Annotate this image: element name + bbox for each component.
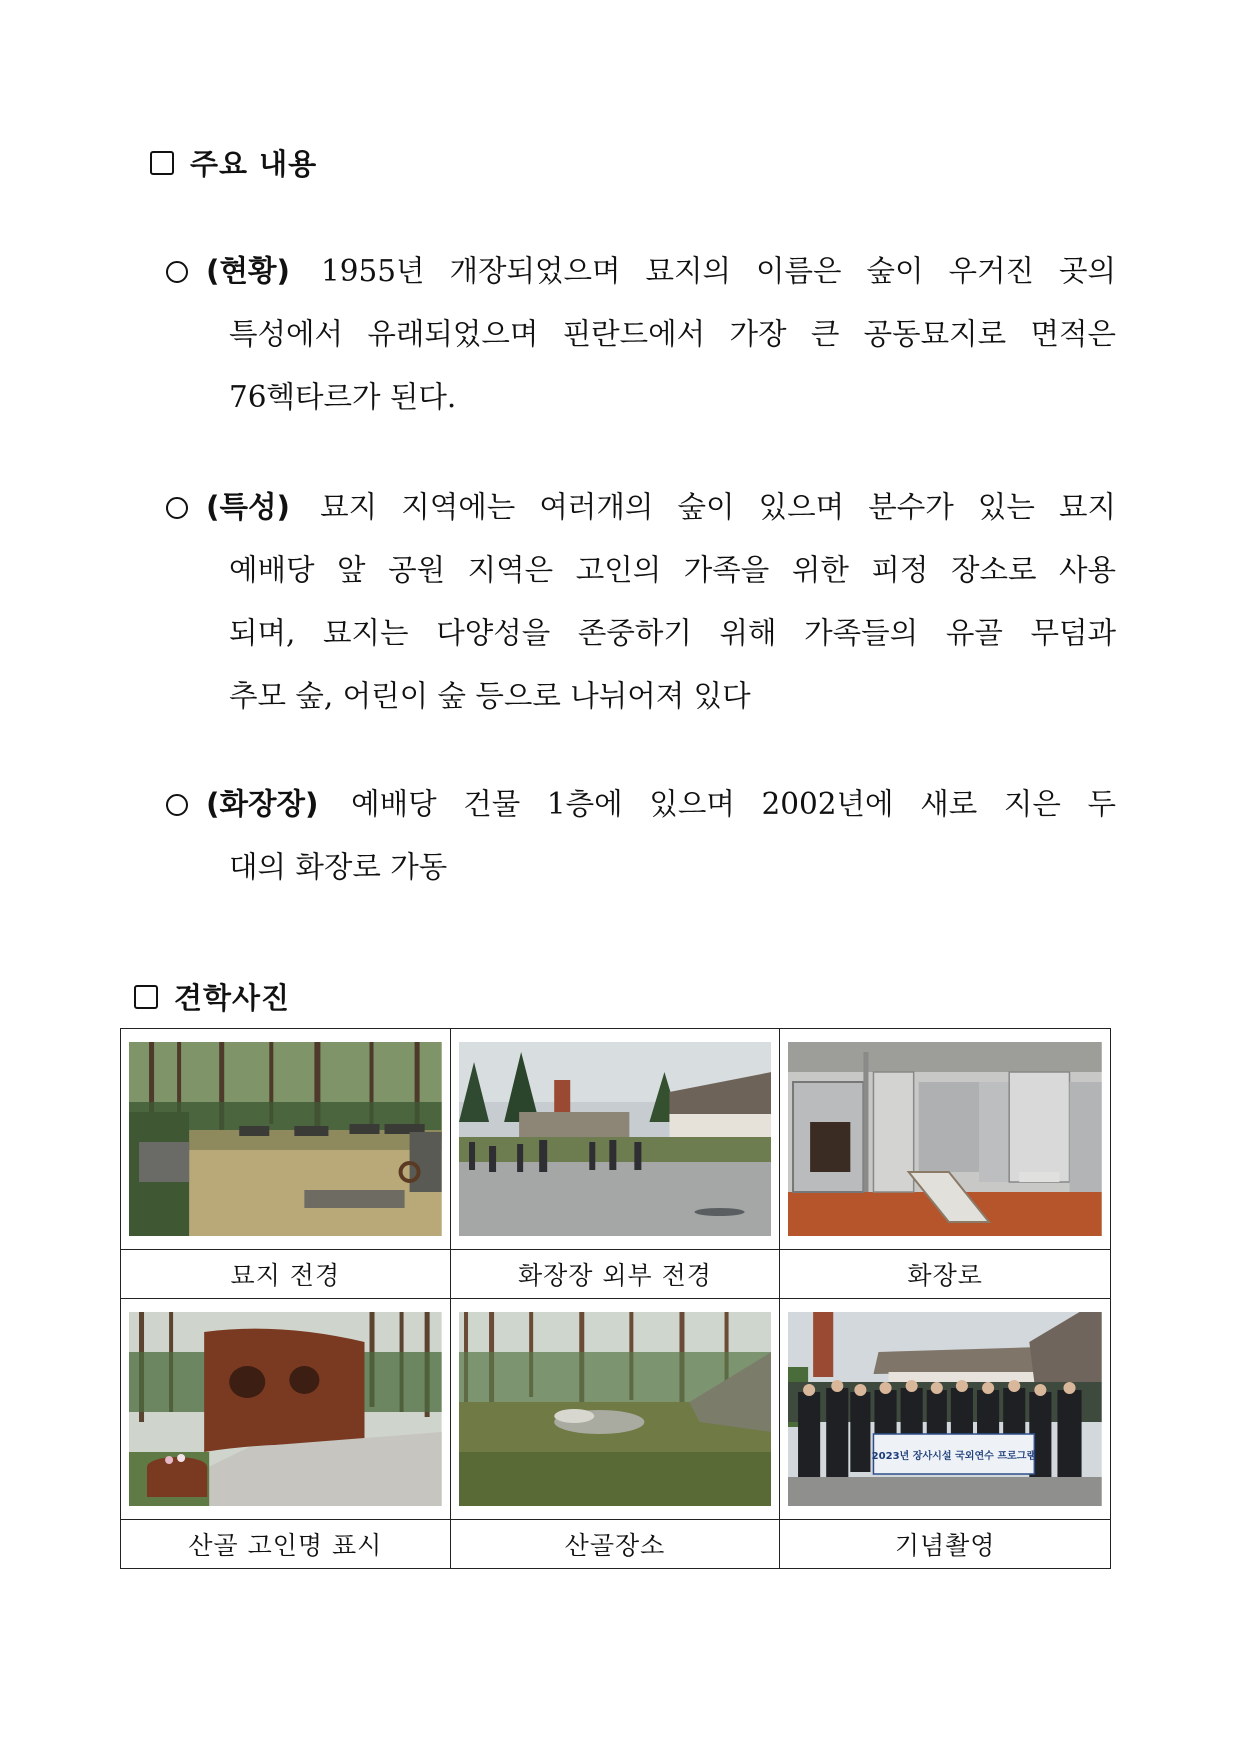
- photo-table: [120, 1028, 1111, 1569]
- photo-cell: [450, 1029, 780, 1250]
- bullet-status: [166, 240, 1116, 429]
- photo-caption: 화장로: [780, 1250, 1111, 1299]
- photo-caption: 화장장 외부 전경: [450, 1250, 780, 1299]
- bullet-line: 되며, 묘지는 다양성을 존중하기 위해 가족들의 유골 무덤과: [229, 616, 1116, 650]
- bullet-text: 1955년 개장되었으며 묘지의 이름은 숲이 우거진 곳의: [320, 254, 1116, 288]
- caption-row: [121, 1250, 1111, 1299]
- bullet-first-line: [166, 240, 1116, 303]
- photo-cremator: [788, 1042, 1102, 1236]
- bullet-line: 예배당 앞 공원 지역은 고인의 가족을 위한 피정 장소로 사용: [229, 553, 1116, 587]
- photo-cell: [121, 1299, 451, 1520]
- bullet-text: 묘지 지역에는 여러개의 숲이 있으며 분수가 있는 묘지: [320, 490, 1116, 524]
- section-heading-photos: [134, 976, 290, 1017]
- photo-cell: [780, 1029, 1111, 1250]
- bullet-label: (현황): [206, 254, 290, 288]
- banner-text: 2023년 장사시설 국외연수 프로그램: [871, 1451, 1037, 1462]
- bullet-line: 특성에서 유래되었으며 핀란드에서 가장 큰 공동묘지로 면적은: [229, 317, 1116, 351]
- checkbox-icon: [134, 985, 158, 1009]
- photo-caption: 기념촬영: [780, 1520, 1111, 1569]
- bullet-label: (특성): [206, 490, 290, 524]
- photo-cell: [121, 1029, 451, 1250]
- photo-caption: 산골 고인명 표시: [121, 1520, 451, 1569]
- photo-memorial-name-wall: [129, 1312, 442, 1506]
- photo-crematorium-exterior: [459, 1042, 772, 1236]
- photo-group-commemoration: [788, 1312, 1102, 1506]
- section-heading-main-title: 주요 내용: [190, 147, 318, 181]
- section-heading-photos-title: 견학사진: [174, 981, 291, 1015]
- bullet-line: 추모 숲, 어린이 숲 등으로 나뉘어져 있다: [229, 679, 751, 713]
- circle-bullet-icon: [166, 261, 188, 283]
- photo-row: [121, 1029, 1111, 1250]
- circle-bullet-icon: [166, 497, 188, 519]
- bullet-line: 대의 화장로 가동: [229, 850, 448, 884]
- photo-cell: [780, 1299, 1111, 1520]
- section-heading-main: [150, 142, 317, 183]
- bullet-features: [166, 476, 1116, 728]
- bullet-crematorium: [166, 773, 1116, 899]
- photo-scattering-site: [459, 1312, 772, 1506]
- bullet-line: 76헥타르가 된다.: [229, 380, 457, 414]
- bullet-first-line: [166, 773, 1116, 836]
- photo-caption: 묘지 전경: [121, 1250, 451, 1299]
- photo-cemetery-overview: [129, 1042, 442, 1236]
- bullet-label: (화장장): [206, 787, 319, 821]
- bullet-first-line: [166, 476, 1116, 539]
- caption-row: [121, 1520, 1111, 1569]
- photo-row: [121, 1299, 1111, 1520]
- checkbox-icon: [150, 151, 174, 175]
- bullet-text: 예배당 건물 1층에 있으며 2002년에 새로 지은 두: [351, 787, 1116, 821]
- circle-bullet-icon: [166, 794, 188, 816]
- photo-caption: 산골장소: [450, 1520, 780, 1569]
- photo-cell: [450, 1299, 780, 1520]
